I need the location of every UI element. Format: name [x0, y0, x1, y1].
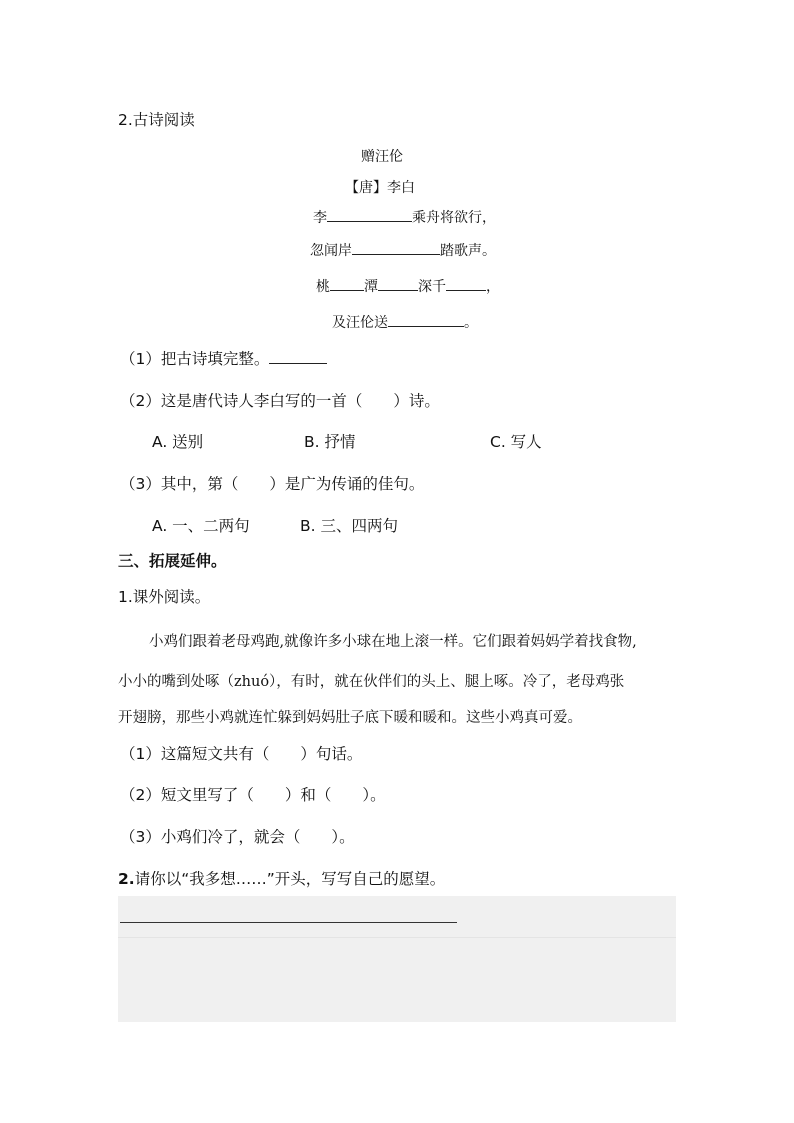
- reading-question-3: （3）小鸡们冷了，就会（ ）。: [120, 828, 355, 846]
- option-c[interactable]: C. 写人: [490, 433, 542, 451]
- poem-line-4-end: 。: [464, 315, 478, 331]
- poem-title: 赠汪伦: [361, 149, 403, 165]
- reading-paragraph-line-1: 小鸡们跟着老母鸡跑,就像许多小球在地上滚一样。它们跟着妈妈学着找食物,: [149, 634, 637, 650]
- poem-line-2: [310, 240, 496, 260]
- writing-prompt-number: 2.: [118, 870, 135, 888]
- poem-line-2-start: 忽闻岸: [310, 243, 352, 259]
- reading-heading: 1.课外阅读。: [118, 588, 211, 606]
- fill-blank[interactable]: [378, 277, 418, 291]
- poem-line-1-end: 乘舟将欲行，: [412, 210, 496, 226]
- reading-paragraph-line-3: 开翅膀，那些小鸡就连忙躲到妈妈肚子底下暖和暖和。这些小鸡真可爱。: [118, 710, 582, 726]
- option-a[interactable]: A. 送别: [152, 433, 204, 451]
- part-heading-extension: 三、拓展延伸。: [118, 552, 227, 570]
- poem-line-3-c: 深千: [418, 279, 446, 295]
- writing-prompt-text: 请你以“我多想……”开头，写写自己的愿望。: [134, 870, 446, 888]
- reading-paragraph-line-2: 小小的嘴到处啄（zhuó），有时，就在伙伴们的头上、腿上啄。冷了，老母鸡张: [118, 674, 625, 690]
- fill-blank[interactable]: [446, 277, 486, 291]
- divider: [118, 937, 676, 938]
- poem-line-3: [316, 276, 500, 296]
- poem-line-3-a: 桃: [316, 279, 330, 295]
- writing-prompt: [118, 867, 445, 889]
- writing-answer-line[interactable]: [120, 922, 457, 923]
- question-3: （3）其中，第（ ）是广为传诵的佳句。: [120, 475, 425, 493]
- poem-line-4: [332, 312, 478, 332]
- section-heading-ancient-poetry: 2.古诗阅读: [118, 111, 195, 129]
- question-1: [120, 347, 327, 369]
- poem-author: 【唐】李白: [345, 180, 415, 196]
- writing-answer-area[interactable]: [118, 896, 676, 1022]
- fill-blank[interactable]: [352, 241, 440, 255]
- poem-line-3-b: 潭: [364, 279, 378, 295]
- option-a[interactable]: A. 一、二两句: [152, 517, 250, 535]
- fill-blank[interactable]: [330, 277, 364, 291]
- poem-line-1-start: 李: [313, 210, 327, 226]
- reading-question-1: （1）这篇短文共有（ ）句话。: [120, 745, 363, 763]
- option-b[interactable]: B. 抒情: [304, 433, 356, 451]
- answer-blank[interactable]: [269, 350, 327, 364]
- question-1-text: （1）把古诗填完整。: [120, 350, 270, 368]
- fill-blank[interactable]: [388, 313, 464, 327]
- poem-line-4-start: 及汪伦送: [332, 315, 388, 331]
- poem-line-2-end: 踏歌声。: [440, 243, 496, 259]
- option-b[interactable]: B. 三、四两句: [300, 517, 398, 535]
- question-2: （2）这是唐代诗人李白写的一首（ ）诗。: [120, 392, 440, 410]
- poem-line-3-d: ，: [486, 279, 500, 295]
- poem-line-1: [313, 207, 496, 227]
- fill-blank[interactable]: [327, 208, 412, 222]
- reading-question-2: （2）短文里写了（ ）和（ ）。: [120, 786, 386, 804]
